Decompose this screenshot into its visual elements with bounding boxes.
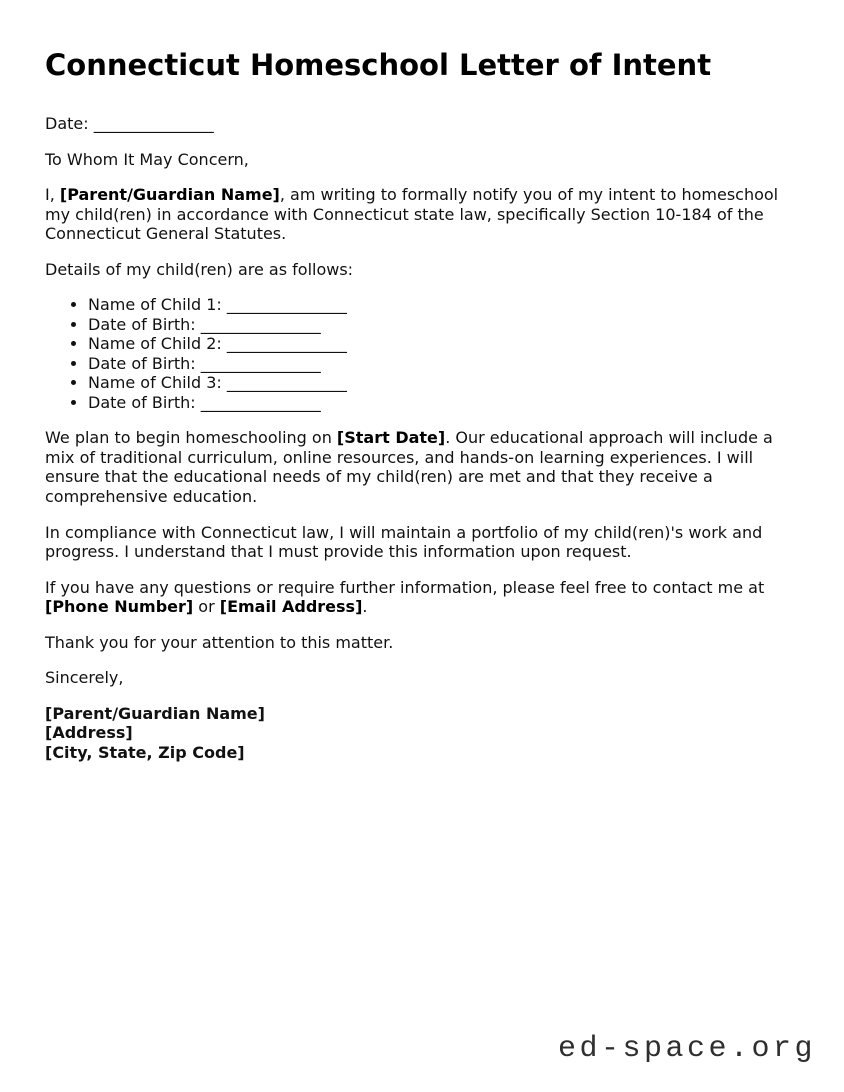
plan-paragraph <box>45 428 800 506</box>
plan-text-pre: We plan to begin homeschooling on <box>45 428 337 448</box>
signature-city-state-zip: [City, State, Zip Code] <box>45 742 245 762</box>
blank-line: _______________ <box>226 334 347 354</box>
list-item-child1-dob <box>88 315 800 335</box>
blank-line: _______________ <box>200 314 321 334</box>
closing: Sincerely, <box>45 668 124 688</box>
salutation: To Whom It May Concern, <box>45 149 249 169</box>
child-detail-label: Date of Birth: <box>88 353 196 373</box>
intro-paragraph <box>45 185 800 244</box>
site-brand: ed-space.org <box>557 1032 816 1067</box>
date-blank: _______________ <box>93 114 214 134</box>
date-line <box>45 114 800 134</box>
blank-line: _______________ <box>226 295 347 315</box>
details-heading: Details of my child(ren) are as follows: <box>45 259 354 279</box>
blank-line: _______________ <box>200 392 321 412</box>
parent-name-placeholder: [Parent/Guardian Name] <box>59 185 280 205</box>
email-placeholder: [Email Address] <box>219 597 363 617</box>
signature-name: [Parent/Guardian Name] <box>45 703 265 723</box>
child-detail-label: Date of Birth: <box>88 314 196 334</box>
intro-text-post: , am writing to formally notify you of my intent to homeschool my child(ren) in accordance with Connecticut state law, specifically Section 10-184 of the Connecticut General Statutes. <box>45 185 779 244</box>
list-item-child3-dob <box>88 393 800 413</box>
thanks-paragraph: Thank you for your attention to this matter. <box>45 632 394 652</box>
contact-paragraph <box>45 578 800 617</box>
signature-address: [Address] <box>45 723 133 743</box>
contact-text-post: . <box>362 597 368 617</box>
list-item-child3-name <box>88 373 800 393</box>
compliance-paragraph: In compliance with Connecticut law, I will maintain a portfolio of my child(ren)'s work and progress. I understand that I must provide this information upon request. <box>45 522 763 562</box>
letter-document <box>45 46 800 762</box>
list-item-child2-dob <box>88 354 800 374</box>
list-item-child1-name <box>88 295 800 315</box>
start-date-placeholder: [Start Date] <box>336 428 446 448</box>
page-title: Connecticut Homeschool Letter of Intent <box>45 48 712 82</box>
blank-line: _______________ <box>200 353 321 373</box>
children-details-list <box>45 295 800 412</box>
child-detail-label: Date of Birth: <box>88 392 196 412</box>
blank-line: _______________ <box>226 373 347 393</box>
intro-text-pre: I, <box>45 185 60 205</box>
phone-placeholder: [Phone Number] <box>45 597 194 617</box>
child-detail-label: Name of Child 1: <box>88 295 222 315</box>
plan-text-post: . Our educational approach will include a mix of traditional curriculum, online resources, and hands-on learning experiences. I will ensure that the educational needs of my child(ren) are met and that they receive a comprehensive education. <box>45 428 773 506</box>
contact-text-mid: or <box>193 597 220 617</box>
signature-block <box>45 704 800 763</box>
child-detail-label: Name of Child 2: <box>88 334 222 354</box>
child-detail-label: Name of Child 3: <box>88 373 222 393</box>
list-item-child2-name <box>88 334 800 354</box>
contact-text-pre: If you have any questions or require further information, please feel free to contact me at <box>45 577 765 597</box>
date-label: Date: <box>45 114 89 134</box>
